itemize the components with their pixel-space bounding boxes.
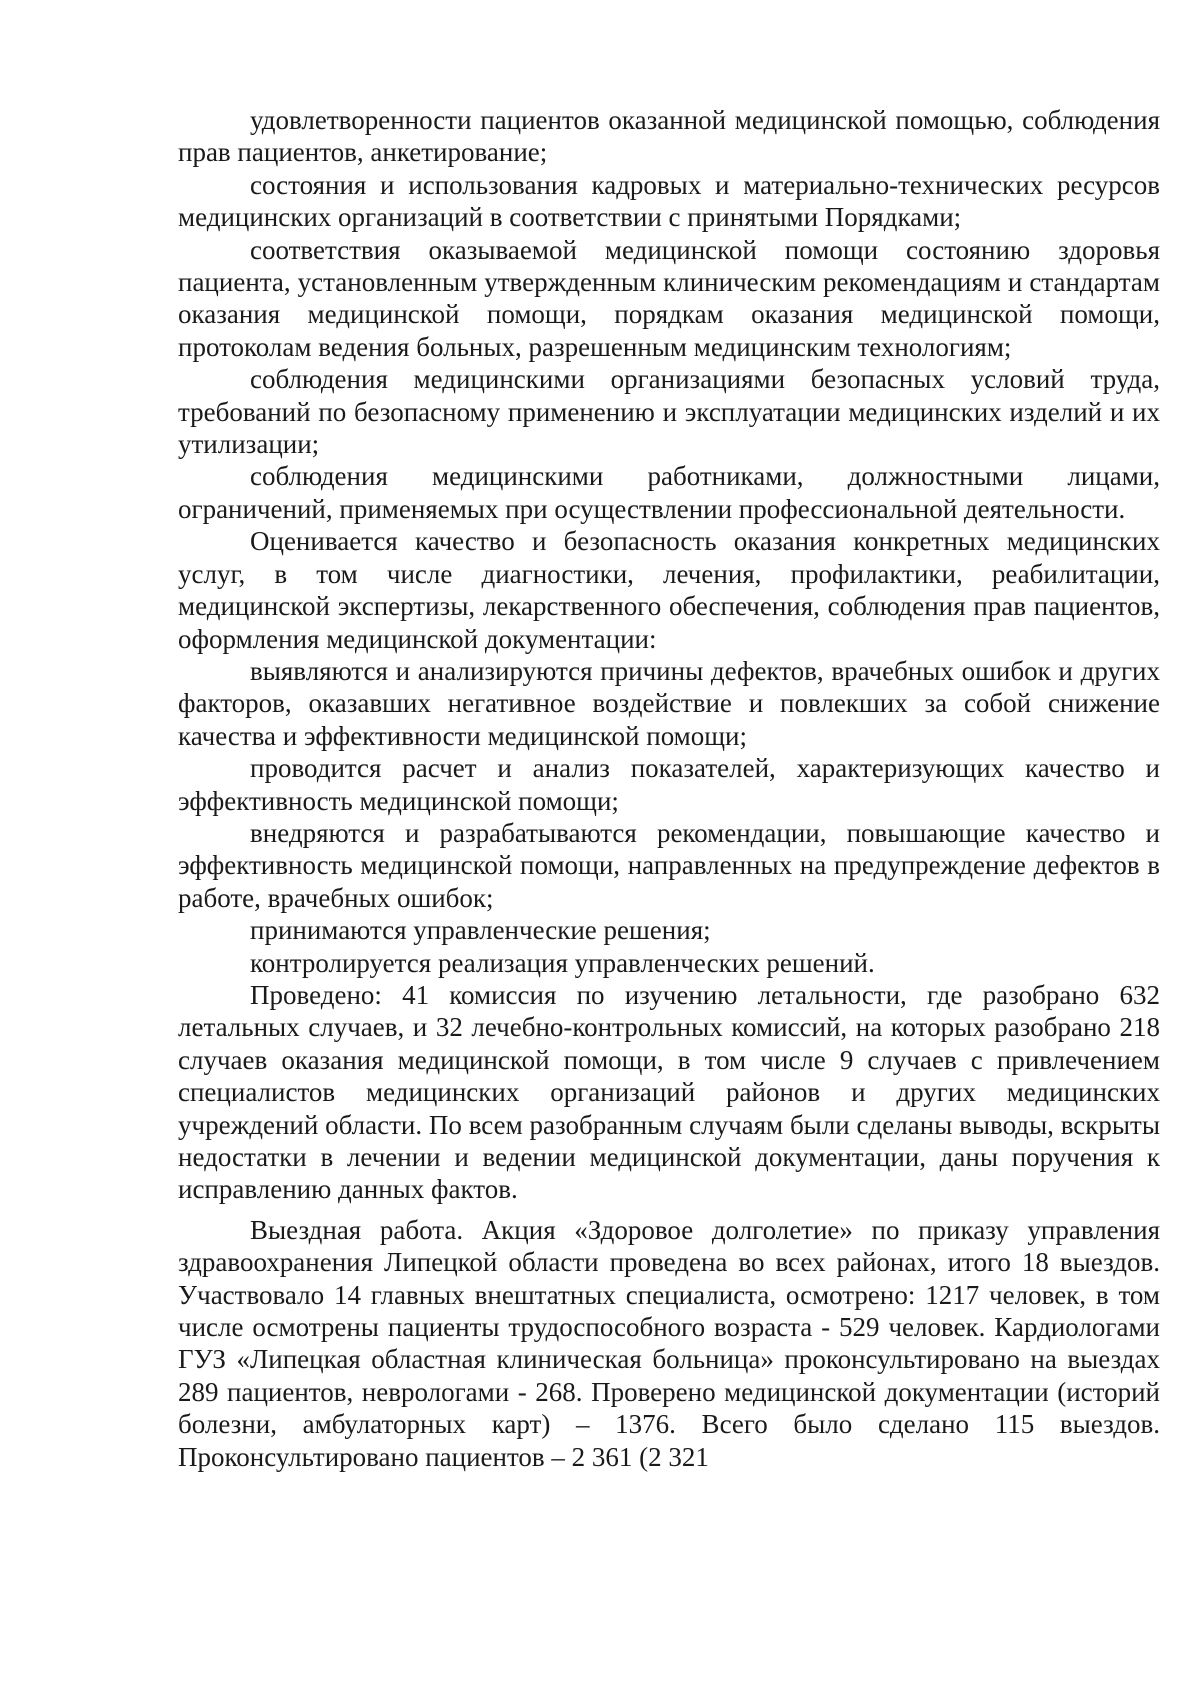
paragraph-indicator-analysis: проводится расчет и анализ показателей, характеризующих качество и эффективность медицинской помощи; <box>178 753 1160 816</box>
paragraph-patient-satisfaction: удовлетворенности пациентов оказанной медицинской помощью, соблюдения прав пациентов, анкетирование; <box>178 105 1160 168</box>
paragraph-work-safety: соблюдения медицинскими организациями безопасных условий труда, требований по безопасному применению и эксплуатации медицинских изделий и их утилизации; <box>178 364 1160 460</box>
paragraph-decision-control: контролируется реализация управленческих решений. <box>250 947 875 978</box>
paragraph-professional-restrictions: соблюдения медицинскими работниками, должностными лицами, ограничений, применяемых при осуществлении профессиональной деятельности. <box>178 461 1160 524</box>
paragraph-quality-assessment: Оценивается качество и безопасность оказания конкретных медицинских услуг, в том числе диагностики, лечения, профилактики, реабилитации, медицинской экспертизы, лекарственного обеспечения, соблюдения прав пациентов, оформления медицинской документации: <box>178 526 1160 654</box>
document-body <box>178 104 1160 1473</box>
paragraph-defect-analysis: выявляются и анализируются причины дефектов, врачебных ошибок и других факторов, оказавших негативное воздействие и повлекших за собой снижение качества и эффективности медицинской помощи; <box>178 655 1160 751</box>
paragraph-recommendations: внедряются и разрабатываются рекомендации, повышающие качество и эффективность медицинской помощи, направленных на предупреждение дефектов в работе, врачебных ошибок; <box>178 817 1160 913</box>
paragraph-commissions-summary: Проведено: 41 комиссия по изучению летальности, где разобрано 632 летальных случаев, и 32 лечебно-контрольных комиссий, на которых разобрано 218 случаев оказания медицинской помощи, в том числе 9 случаев с привлечением специалистов медицинских организаций районов и других медицинских учреждений области. По всем разобранным случаям были сделаны выводы, вскрыты недостатки в лечении и ведении медицинской документации, даны поручения к исправлению данных фактов. <box>178 979 1160 1205</box>
paragraph-field-work: Выездная работа. Акция «Здоровое долголетие» по приказу управления здравоохранения Липецкой области проведена во всех районах, итого 18 выездов. Участвовало 14 главных внештатных специалиста, осмотрено: 1217 человек, в том числе осмотрены пациенты трудоспособного возраста - 529 человек. Кардиологами ГУЗ «Липецкая областная клиническая больница» проконсультировано на выездах 289 пациентов, неврологами - 268. Проверено медицинской документации (историй болезни, амбулаторных карт) – 1376. Всего было сделано 115 выездов. Проконсультировано пациентов – 2 361 (2 321 <box>178 1214 1160 1472</box>
paragraph-management-decisions: принимаются управленческие решения; <box>250 915 711 946</box>
paragraph-resources: состояния и использования кадровых и материально-технических ресурсов медицинских организаций в соответствии с принятыми Порядками; <box>178 169 1160 233</box>
paragraph-care-compliance: соответствия оказываемой медицинской помощи состоянию здоровья пациента, установленным утвержденным клиническим рекомендациям и стандартам оказания медицинской помощи, порядкам оказания медицинской помощи, протоколам ведения больных, разрешенным медицинским технологиям; <box>178 234 1160 362</box>
